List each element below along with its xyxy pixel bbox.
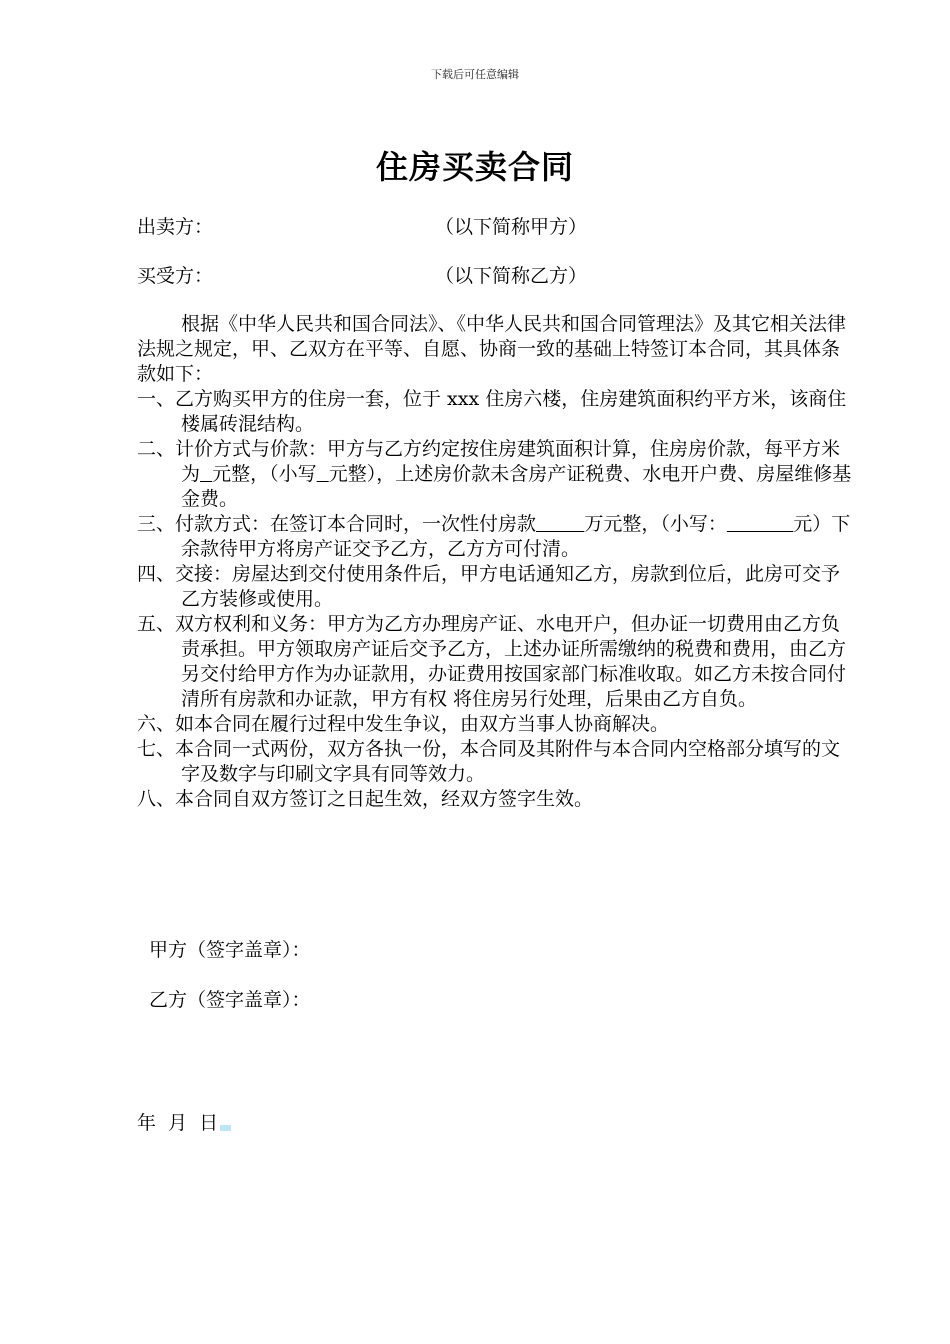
intro-paragraph: 根据《中华人民共和国合同法》、《中华人民共和国合同管理法》及其它相关法律法规之规定，甲、乙双方在平等、自愿、协商一致的基础上特签订本合同，其具体条款如下： <box>137 313 847 385</box>
clause-1: 一、乙方购买甲方的住房一套，位于 xxx 住房六楼，住房建筑面积约平方米，该商住楼属砖混结构。 <box>137 388 847 435</box>
header-note: 下载后可任意编辑 <box>431 68 519 81</box>
seller-abbr: （以下简称甲方） <box>435 216 588 238</box>
buyer-abbr: （以下简称乙方） <box>435 265 588 287</box>
clause-2-text-c: 元整），上述房价款未含房产证税费、水电开户费、房屋维修基金费。 <box>181 463 852 510</box>
party-a-signature: 甲方（签字盖章）： <box>149 939 311 961</box>
clause-6: 六、如本合同在履行过程中发生争议，由双方当事人协商解决。 <box>137 713 670 735</box>
party-b-signature: 乙方（签字盖章）： <box>149 989 311 1011</box>
text-cursor-marker <box>220 1125 231 1131</box>
date-line <box>137 1108 231 1135</box>
seller-row <box>137 212 587 239</box>
clause-5: 五、双方权利和义务：甲方为乙方办理房产证、水电开户，但办证一切费用由乙方负责承担。甲方领取房产证后交予乙方，上述办证所需缴纳的税费和费用，由乙方另交付给甲方作为办证款用，办证费用按国家部门标准收取。如乙方未按合同付清所有房款和办证款，甲方有权 将住房另行处理，后果由乙方自负。 <box>137 613 847 710</box>
buyer-row <box>137 261 587 288</box>
blank-field[interactable] <box>317 463 329 485</box>
clause-7: 七、本合同一式两份，双方各执一份，本合同及其附件与本合同内空格部分填写的文字及数字与印刷文字具有同等效力。 <box>137 738 841 785</box>
buyer-label: 买受方： <box>137 265 214 287</box>
date-text: 年 月 日 <box>137 1112 219 1134</box>
clause-3-text-b: 万元整，（小写： <box>584 513 727 535</box>
clause-3-text-c: 元）下余款待甲方将房产证交予乙方，乙方方可付清。 <box>181 513 851 560</box>
clause-3-text-a: 三、付款方式：在签订本合同时，一次性付房款 <box>137 513 537 535</box>
seller-label: 出卖方： <box>137 216 214 238</box>
blank-field[interactable] <box>536 513 584 535</box>
blank-field[interactable] <box>200 463 212 485</box>
clause-2-text-b: 元整，（小写 <box>212 463 317 485</box>
clause-8: 八、本合同自双方签订之日起生效，经双方签字生效。 <box>137 788 594 810</box>
blank-field[interactable] <box>727 513 793 535</box>
clause-2-text-a: 二、计价方式与价款：甲方与乙方约定按住房建筑面积计算，住房房价款，每平方米为 <box>137 438 841 485</box>
contract-body <box>137 312 852 812</box>
contract-title: 住房买卖合同 <box>375 148 574 186</box>
clause-3 <box>137 512 852 562</box>
clause-4: 四、交接：房屋达到交付使用条件后，甲方电话通知乙方，房款到位后，此房可交予乙方装修或使用。 <box>137 563 841 610</box>
clause-2 <box>137 437 852 512</box>
